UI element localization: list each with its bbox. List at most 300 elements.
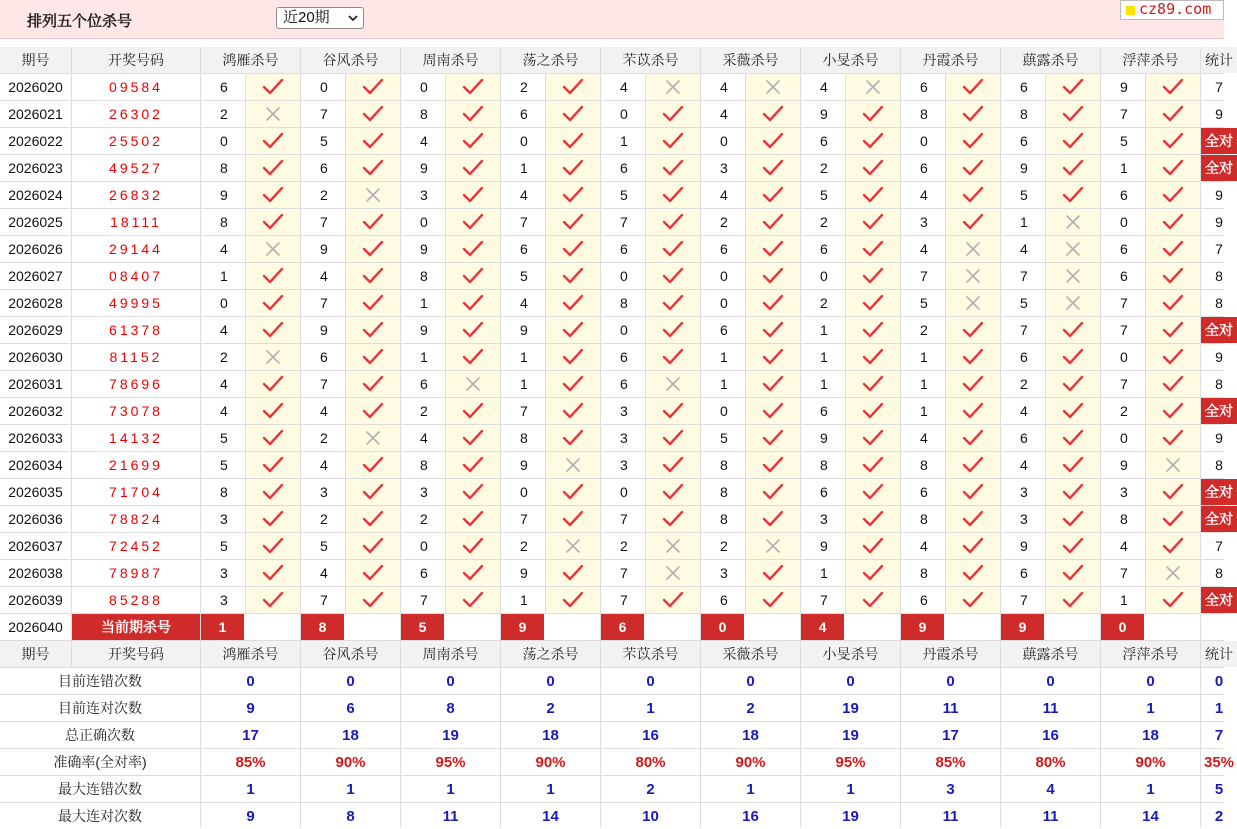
result-correct [846, 344, 900, 370]
result-correct [946, 587, 1000, 613]
check-icon [462, 158, 484, 178]
issue-number: 2026020 [0, 74, 71, 100]
summary-value: 0 [401, 668, 500, 694]
issue-number: 2026030 [0, 344, 71, 370]
check-icon [1162, 239, 1184, 259]
kill-number: 8 [201, 155, 245, 181]
kill-number: 9 [401, 236, 445, 262]
current-kill-cell [301, 614, 400, 640]
summary-label: 总正确次数 [0, 722, 200, 748]
result-correct [446, 317, 500, 343]
check-icon [562, 266, 584, 286]
check-icon [962, 320, 984, 340]
kill-number: 9 [801, 425, 845, 451]
result-correct [246, 479, 300, 505]
result-correct [446, 155, 500, 181]
result-correct [246, 371, 300, 397]
result-wrong [1146, 452, 1200, 478]
result-wrong [746, 74, 800, 100]
check-icon [262, 212, 284, 232]
check-icon [662, 104, 684, 124]
check-icon [462, 266, 484, 286]
check-icon [962, 185, 984, 205]
result-correct [746, 587, 800, 613]
result-correct [446, 74, 500, 100]
kill-number: 4 [301, 398, 345, 424]
kill-number: 5 [901, 290, 945, 316]
check-icon [1062, 401, 1084, 421]
result-correct [546, 425, 600, 451]
check-icon [462, 347, 484, 367]
kill-number: 3 [1101, 479, 1145, 505]
kill-number: 6 [901, 155, 945, 181]
site-logo[interactable] [1120, 0, 1224, 20]
check-icon [962, 77, 984, 97]
check-icon [462, 104, 484, 124]
site-logo-text: cz89.com [1139, 0, 1212, 18]
result-correct [946, 155, 1000, 181]
cross-icon [962, 266, 984, 286]
summary-value: 1 [501, 776, 600, 802]
period-select[interactable] [276, 7, 364, 29]
footer-header-col-0: 期号 [0, 641, 71, 667]
result-correct [1046, 371, 1100, 397]
kill-number: 6 [1101, 236, 1145, 262]
kill-number: 4 [601, 74, 645, 100]
kill-number: 6 [901, 74, 945, 100]
current-kill-number: 9 [901, 614, 944, 640]
result-correct [346, 533, 400, 559]
result-correct [546, 398, 600, 424]
kill-number: 9 [801, 101, 845, 127]
summary-value: 14 [1101, 803, 1200, 829]
check-icon [762, 212, 784, 232]
draw-number: 71704 [72, 479, 200, 505]
check-icon [562, 212, 584, 232]
check-icon [462, 482, 484, 502]
result-correct [346, 344, 400, 370]
result-correct [1046, 533, 1100, 559]
check-icon [962, 455, 984, 475]
kill-number: 7 [1001, 587, 1045, 613]
kill-number: 7 [801, 587, 845, 613]
kill-number: 3 [1001, 479, 1045, 505]
cross-icon [262, 104, 284, 124]
check-icon [962, 104, 984, 124]
kill-number: 5 [801, 182, 845, 208]
kill-number: 3 [701, 560, 745, 586]
check-icon [662, 131, 684, 151]
footer-header-col-8: 小旻杀号 [801, 641, 900, 667]
kill-number: 8 [901, 101, 945, 127]
summary-value: 85% [201, 749, 300, 775]
result-correct [646, 101, 700, 127]
draw-number: 49527 [72, 155, 200, 181]
kill-number: 0 [601, 101, 645, 127]
kill-number: 4 [1001, 398, 1045, 424]
current-kill-number: 9 [501, 614, 544, 640]
result-wrong [646, 74, 700, 100]
result-correct [546, 371, 600, 397]
kill-number: 6 [1101, 182, 1145, 208]
check-icon [1062, 563, 1084, 583]
summary-value: 95% [401, 749, 500, 775]
check-icon [1062, 428, 1084, 448]
check-icon [1062, 347, 1084, 367]
kill-number: 2 [301, 506, 345, 532]
cross-icon [362, 185, 384, 205]
check-icon [362, 590, 384, 610]
result-correct [846, 182, 900, 208]
result-correct [346, 74, 400, 100]
current-kill-number: 1 [201, 614, 244, 640]
check-icon [862, 320, 884, 340]
row-stat: 8 [1201, 560, 1237, 586]
kill-number: 2 [1001, 371, 1045, 397]
kill-number: 7 [501, 506, 545, 532]
summary-value: 19 [801, 695, 900, 721]
footer-header-col-6: 芣苡杀号 [601, 641, 700, 667]
current-kill-cell [1101, 614, 1200, 640]
check-icon [1062, 536, 1084, 556]
kill-number: 4 [201, 317, 245, 343]
result-correct [346, 452, 400, 478]
result-correct [446, 560, 500, 586]
result-correct [646, 263, 700, 289]
result-correct [746, 506, 800, 532]
check-icon [362, 347, 384, 367]
kill-number: 3 [701, 155, 745, 181]
kill-number: 4 [701, 182, 745, 208]
issue-number: 2026028 [0, 290, 71, 316]
kill-number: 3 [601, 452, 645, 478]
check-icon [262, 158, 284, 178]
result-correct [746, 263, 800, 289]
row-stat: 7 [1201, 533, 1237, 559]
kill-number: 1 [801, 344, 845, 370]
check-icon [1062, 320, 1084, 340]
summary-value: 8 [401, 695, 500, 721]
kill-number: 7 [601, 560, 645, 586]
result-wrong [946, 290, 1000, 316]
result-correct [946, 101, 1000, 127]
current-kill-number: 8 [301, 614, 344, 640]
result-correct [246, 155, 300, 181]
result-correct [946, 452, 1000, 478]
result-correct [446, 533, 500, 559]
summary-value: 18 [701, 722, 800, 748]
kill-number: 4 [501, 182, 545, 208]
result-correct [946, 533, 1000, 559]
kill-number: 6 [701, 587, 745, 613]
issue-number: 2026039 [0, 587, 71, 613]
check-icon [262, 320, 284, 340]
current-kill-cell [401, 614, 500, 640]
result-correct [546, 128, 600, 154]
result-correct [1146, 155, 1200, 181]
result-correct [346, 155, 400, 181]
result-correct [546, 479, 600, 505]
kill-number: 7 [1101, 371, 1145, 397]
result-correct [546, 101, 600, 127]
summary-value: 0 [901, 668, 1000, 694]
kill-number: 4 [201, 371, 245, 397]
result-correct [246, 560, 300, 586]
kill-number: 9 [801, 533, 845, 559]
summary-label: 目前连错次数 [0, 668, 200, 694]
result-correct [446, 425, 500, 451]
result-correct [246, 128, 300, 154]
check-icon [862, 509, 884, 529]
issue-number: 2026036 [0, 506, 71, 532]
check-icon [562, 428, 584, 448]
result-correct [1146, 587, 1200, 613]
page-title: 排列五个位杀号 [27, 13, 133, 30]
summary-value: 9 [201, 803, 300, 829]
summary-value: 1 [701, 776, 800, 802]
result-wrong [546, 452, 600, 478]
result-correct [546, 560, 600, 586]
check-icon [762, 509, 784, 529]
kill-number: 4 [701, 74, 745, 100]
result-correct [546, 182, 600, 208]
kill-number: 3 [301, 479, 345, 505]
result-correct [546, 344, 600, 370]
check-icon [762, 239, 784, 259]
kill-number: 6 [801, 479, 845, 505]
summary-value: 90% [301, 749, 400, 775]
kill-number: 0 [601, 479, 645, 505]
kill-number: 9 [1001, 533, 1045, 559]
kill-number: 8 [1001, 101, 1045, 127]
kill-number: 1 [501, 587, 545, 613]
check-icon [762, 374, 784, 394]
check-icon [1162, 104, 1184, 124]
kill-number: 6 [1001, 560, 1045, 586]
summary-value: 18 [501, 722, 600, 748]
draw-number: 29144 [72, 236, 200, 262]
kill-number: 6 [901, 587, 945, 613]
result-correct [846, 371, 900, 397]
check-icon [1162, 212, 1184, 232]
row-stat: 8 [1201, 263, 1237, 289]
kill-number: 6 [601, 155, 645, 181]
kill-number: 4 [901, 425, 945, 451]
kill-number: 1 [801, 560, 845, 586]
check-icon [762, 158, 784, 178]
check-icon [462, 320, 484, 340]
check-icon [1062, 482, 1084, 502]
check-icon [562, 509, 584, 529]
result-correct [746, 236, 800, 262]
result-correct [446, 290, 500, 316]
issue-number: 2026025 [0, 209, 71, 235]
check-icon [862, 428, 884, 448]
kill-number: 0 [601, 317, 645, 343]
kill-number: 9 [1001, 155, 1045, 181]
result-correct [346, 101, 400, 127]
check-icon [262, 482, 284, 502]
result-wrong [646, 533, 700, 559]
check-icon [762, 590, 784, 610]
check-icon [562, 374, 584, 394]
check-icon [862, 266, 884, 286]
cross-icon [762, 77, 784, 97]
result-correct [646, 587, 700, 613]
kill-number: 5 [301, 533, 345, 559]
draw-number: 85288 [72, 587, 200, 613]
check-icon [1162, 77, 1184, 97]
result-correct [746, 398, 800, 424]
kill-number: 0 [201, 128, 245, 154]
summary-value: 90% [701, 749, 800, 775]
result-correct [446, 236, 500, 262]
kill-number: 1 [701, 344, 745, 370]
kill-number: 8 [1101, 506, 1145, 532]
result-correct [1146, 533, 1200, 559]
kill-number: 2 [901, 317, 945, 343]
footer-header-col-4: 周南杀号 [401, 641, 500, 667]
check-icon [562, 158, 584, 178]
summary-value: 1 [301, 776, 400, 802]
kill-number: 6 [401, 560, 445, 586]
summary-value: 0 [1101, 668, 1200, 694]
draw-number: 78696 [72, 371, 200, 397]
check-icon [862, 131, 884, 151]
check-icon [1162, 347, 1184, 367]
result-correct [846, 533, 900, 559]
kill-number: 4 [301, 560, 345, 586]
check-icon [462, 293, 484, 313]
check-icon [262, 266, 284, 286]
kill-number: 3 [901, 209, 945, 235]
check-icon [1062, 509, 1084, 529]
check-icon [262, 401, 284, 421]
kill-number: 3 [1001, 506, 1045, 532]
result-correct [1146, 101, 1200, 127]
header-col-4: 周南杀号 [401, 47, 500, 73]
kill-number: 6 [601, 344, 645, 370]
draw-number: 21699 [72, 452, 200, 478]
result-correct [246, 182, 300, 208]
check-icon [962, 347, 984, 367]
draw-number: 25502 [72, 128, 200, 154]
kill-number: 1 [901, 398, 945, 424]
result-correct [446, 452, 500, 478]
row-stat: 8 [1201, 371, 1237, 397]
summary-value: 0 [301, 668, 400, 694]
result-correct [746, 155, 800, 181]
row-stat: 8 [1201, 290, 1237, 316]
result-correct [1046, 317, 1100, 343]
check-icon [1162, 482, 1184, 502]
kill-number: 6 [301, 155, 345, 181]
summary-value: 19 [801, 722, 900, 748]
result-correct [846, 263, 900, 289]
summary-value: 1 [801, 776, 900, 802]
kill-number: 8 [901, 452, 945, 478]
check-icon [762, 428, 784, 448]
issue-number: 2026021 [0, 101, 71, 127]
result-correct [946, 479, 1000, 505]
kill-number: 4 [201, 398, 245, 424]
check-icon [662, 455, 684, 475]
check-icon [362, 320, 384, 340]
summary-value: 1 [1101, 695, 1200, 721]
period-select-value: 近20期 [283, 9, 330, 26]
kill-number: 1 [401, 344, 445, 370]
summary-value: 90% [501, 749, 600, 775]
kill-number: 7 [601, 209, 645, 235]
kill-number: 6 [601, 236, 645, 262]
kill-number: 7 [1001, 263, 1045, 289]
summary-value: 80% [1001, 749, 1100, 775]
check-icon [762, 266, 784, 286]
result-correct [246, 263, 300, 289]
kill-number: 5 [201, 452, 245, 478]
check-icon [862, 239, 884, 259]
check-icon [1062, 131, 1084, 151]
check-icon [562, 77, 584, 97]
result-correct [946, 398, 1000, 424]
kill-number: 1 [701, 371, 745, 397]
check-icon [1162, 293, 1184, 313]
summary-value: 2 [501, 695, 600, 721]
summary-value: 8 [301, 803, 400, 829]
result-correct [646, 155, 700, 181]
check-icon [362, 77, 384, 97]
current-kill-cell [701, 614, 800, 640]
check-icon [662, 158, 684, 178]
check-icon [662, 482, 684, 502]
result-correct [1146, 236, 1200, 262]
check-icon [1162, 590, 1184, 610]
kill-number: 0 [501, 128, 545, 154]
check-icon [362, 104, 384, 124]
cross-icon [1062, 266, 1084, 286]
summary-value: 1 [401, 776, 500, 802]
result-correct [346, 506, 400, 532]
kill-number: 5 [201, 533, 245, 559]
kill-number: 0 [901, 128, 945, 154]
result-correct [846, 101, 900, 127]
row-stat: 7 [1201, 236, 1237, 262]
header-col-2: 鸿雁杀号 [201, 47, 300, 73]
summary-value: 3 [901, 776, 1000, 802]
kill-number: 8 [901, 560, 945, 586]
check-icon [662, 212, 684, 232]
check-icon [862, 347, 884, 367]
result-correct [946, 182, 1000, 208]
cross-icon [462, 374, 484, 394]
result-wrong [646, 560, 700, 586]
check-icon [562, 293, 584, 313]
check-icon [962, 374, 984, 394]
result-correct [346, 560, 400, 586]
kill-number: 4 [901, 236, 945, 262]
all-correct-badge: 全对 [1201, 317, 1237, 343]
result-correct [846, 236, 900, 262]
current-kill-cell [601, 614, 700, 640]
result-correct [1046, 506, 1100, 532]
kill-number: 0 [401, 74, 445, 100]
result-correct [346, 236, 400, 262]
all-correct-badge: 全对 [1201, 398, 1237, 424]
result-correct [246, 533, 300, 559]
check-icon [1062, 455, 1084, 475]
footer-header-col-12: 统计 [1201, 641, 1237, 667]
check-icon [662, 590, 684, 610]
